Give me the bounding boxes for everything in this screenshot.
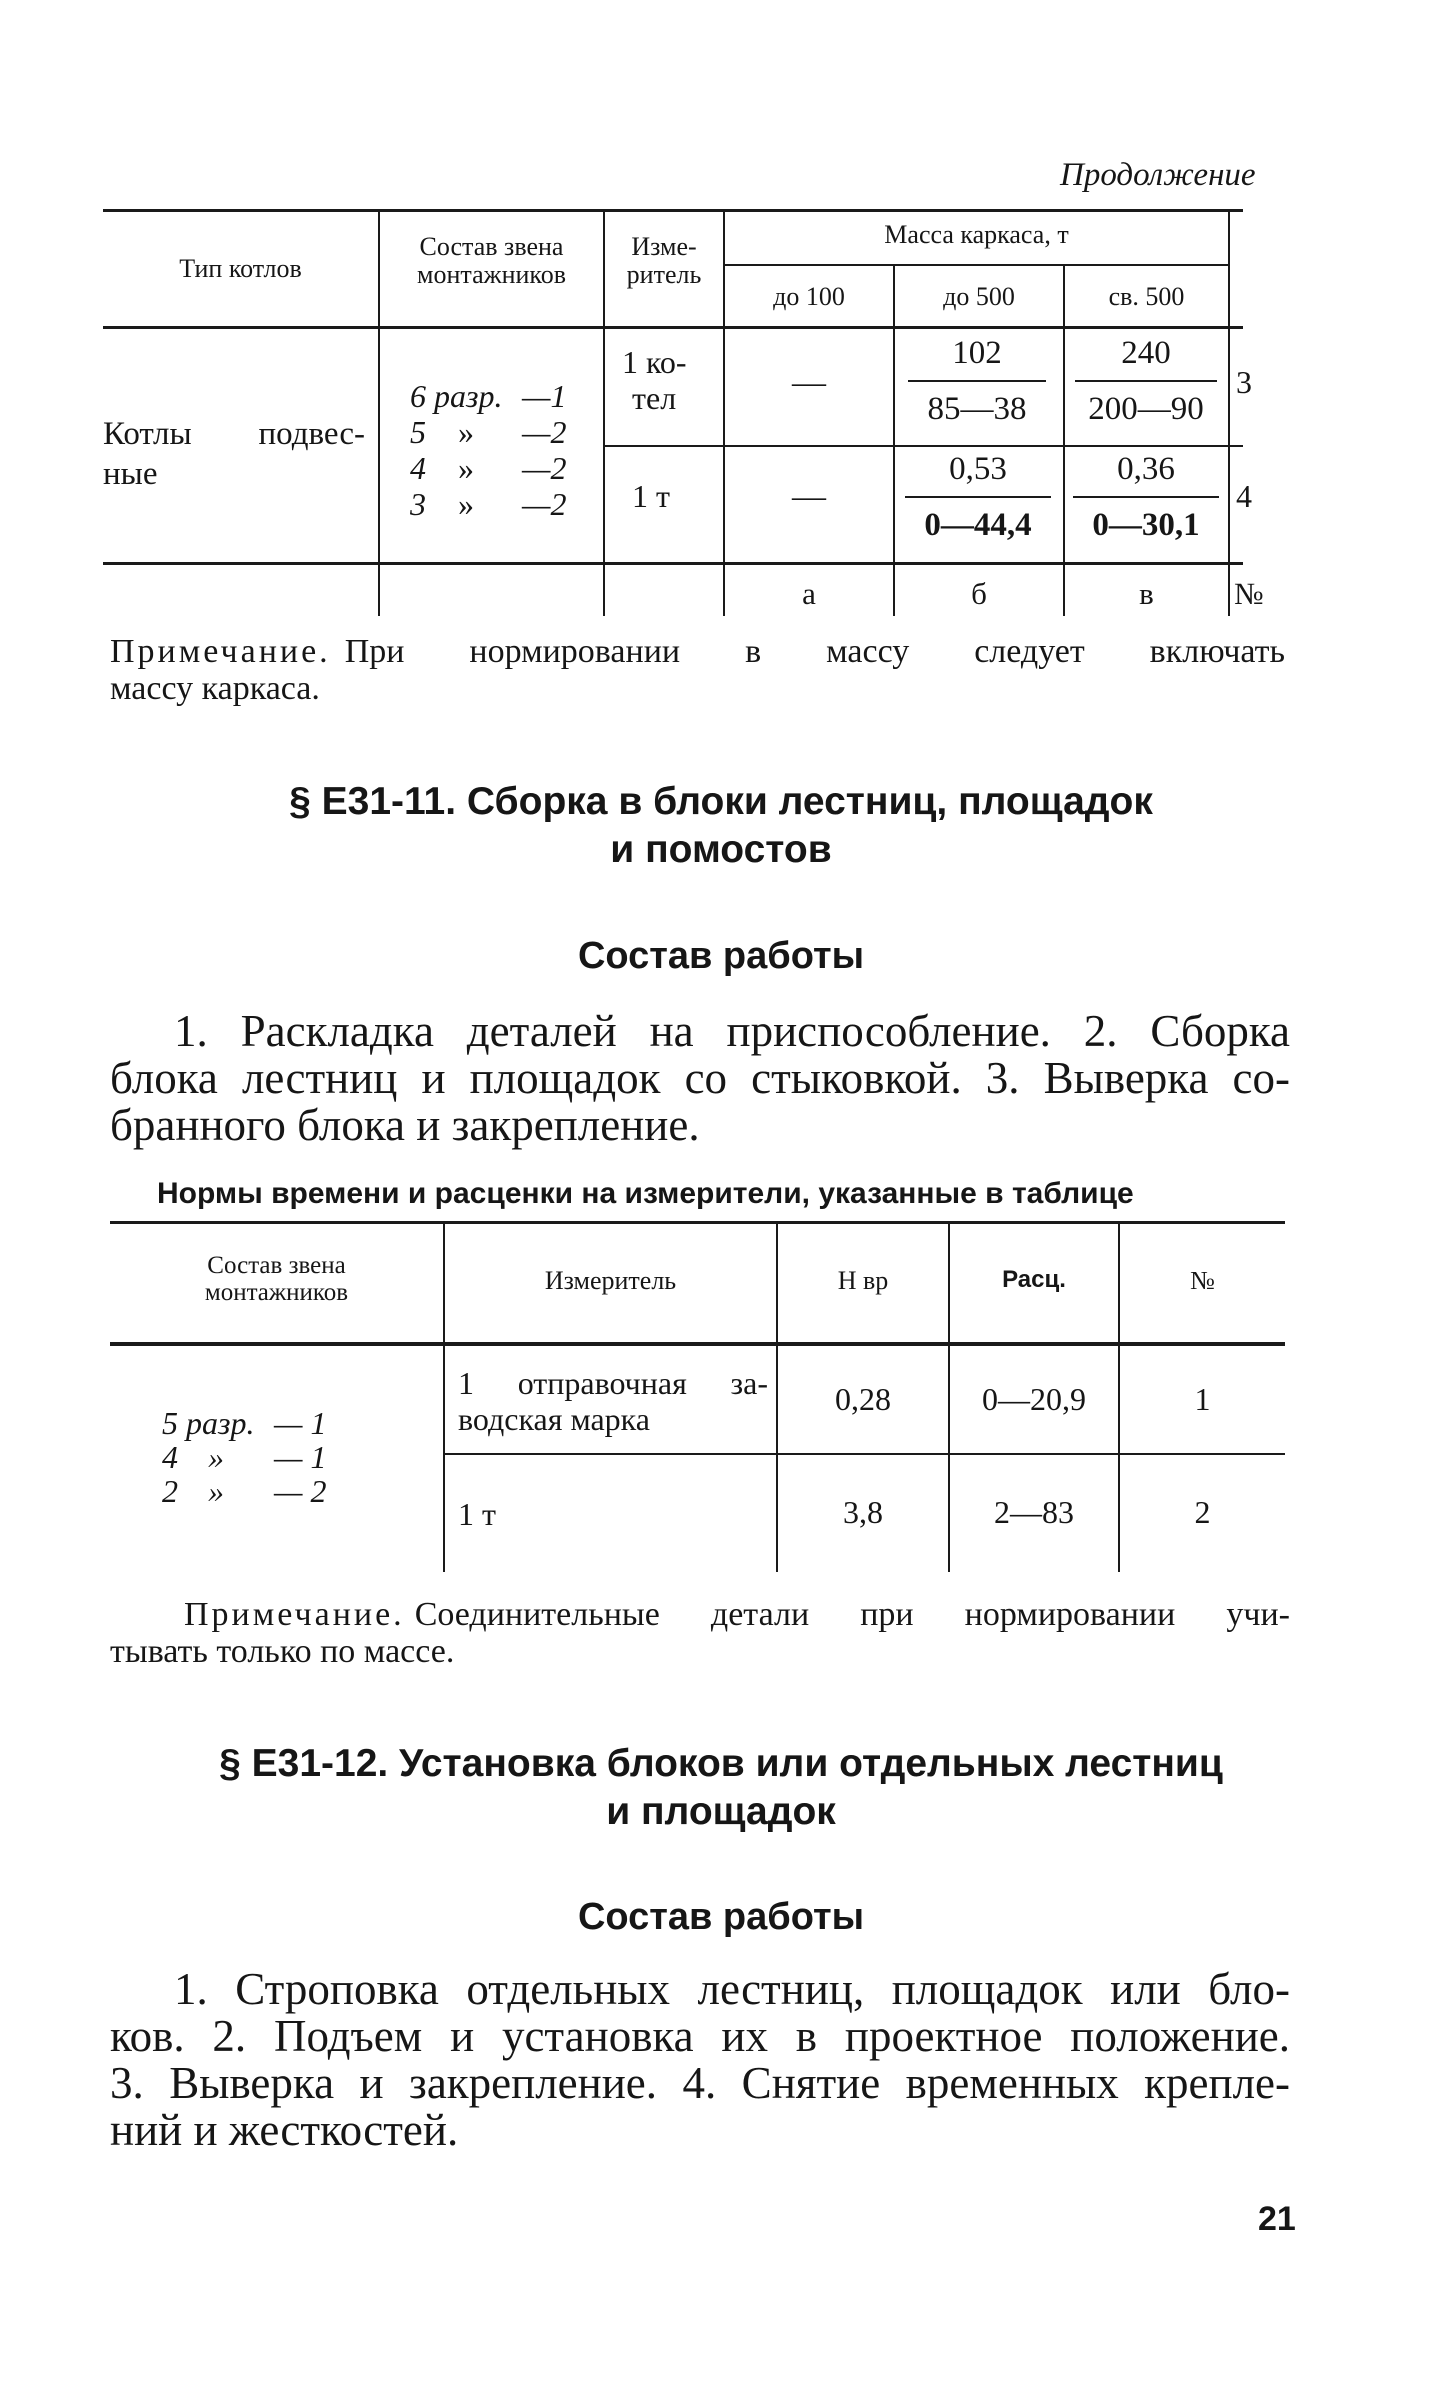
section-e31-12-paragraph: 1. Строповка отдельных лестниц, площадок или бло- ков. 2. Подъем и установка их в проектное положение. 3. Выверка и закрепление. 4. Снятие временных крепле- ний и жесткостей.	[110, 1964, 1290, 2155]
note-1: Примечание. При нормировании в массу следует включать массу каркаса.	[110, 633, 1285, 707]
t2-header-hvr: Н вр	[837, 1266, 889, 1295]
header-mass-upto-500: до 500	[943, 282, 1015, 311]
row2-upto-500-fraction: 0,53 0—44,4	[905, 450, 1051, 544]
t2-header-number: №	[1190, 1266, 1215, 1295]
header-boiler-type: Тип котлов	[179, 254, 302, 283]
t2-header-unit: Измеритель	[544, 1266, 677, 1295]
footer-col-number: №	[1234, 576, 1264, 611]
footer-col-a: а	[802, 576, 816, 611]
footer-col-b: б	[971, 576, 987, 611]
note-2: Примечание. Соединительные детали при нормировании учи- тывать только по массе.	[110, 1596, 1290, 1670]
row1-over-500-fraction: 240 200—90	[1075, 334, 1217, 428]
t2-row1-unit: 1 отправочная за- водская марка	[458, 1365, 768, 1437]
row2-upto-100: —	[792, 478, 826, 515]
t2-crew-composition: 5 разр. — 1 4 » — 1 2 » — 2	[162, 1405, 327, 1509]
header-mass-over-500: св. 500	[1108, 282, 1185, 311]
header-mass-upto-100: до 100	[773, 282, 845, 311]
page-number: 21	[1258, 2200, 1296, 2238]
crew-composition: 6 разр. —1 5 » —2 4 » —2 3 » —2	[410, 378, 567, 522]
header-unit-line2: ритель	[626, 260, 702, 289]
t2-row1-hvr: 0,28	[835, 1381, 891, 1417]
section-e31-11-paragraph: 1. Раскладка деталей на приспособление. 2. Сборка блока лестниц и площадок со стыковкой. 3. Выверка со- бранного блока и закрепление.	[110, 1006, 1290, 1150]
t2-row1-number: 1	[1194, 1381, 1211, 1417]
section-e31-12-subtitle: Состав работы	[577, 1896, 865, 1938]
header-crew-line2: монтажников	[417, 260, 566, 289]
t2-header-rate: Расц.	[1002, 1266, 1066, 1293]
t2-row2-unit: 1 т	[458, 1496, 496, 1532]
t2-row2-hvr: 3,8	[843, 1494, 883, 1530]
continuation-label: Продолжение	[1060, 157, 1256, 193]
row1-upto-500-fraction: 102 85—38	[908, 334, 1046, 428]
header-unit-line1: Изме-	[631, 232, 697, 261]
row-label-suspended-boilers: Котлы подвес- ные	[103, 416, 365, 492]
section-e31-11-subtitle: Состав работы	[577, 935, 865, 977]
table-2-caption: Нормы времени и расценки на измерители, указанные в таблице	[157, 1177, 1134, 1210]
header-frame-mass: Масса каркаса, т	[884, 220, 1069, 249]
footer-col-c: в	[1139, 576, 1154, 611]
row2-number: 4	[1236, 478, 1252, 514]
row1-number: 3	[1236, 364, 1252, 400]
row1-unit: 1 ко- тел	[622, 344, 687, 416]
section-e31-12-title: § Е31-12. Установка блоков или отдельных лестниц и площадок	[219, 1742, 1223, 1833]
section-e31-11-title: § Е31-11. Сборка в блоки лестниц, площадок и помостов	[289, 780, 1153, 871]
header-crew-line1: Состав звена	[419, 232, 564, 261]
row2-over-500-fraction: 0,36 0—30,1	[1073, 450, 1219, 544]
t2-row2-number: 2	[1194, 1494, 1211, 1530]
t2-row1-rate: 0—20,9	[982, 1381, 1086, 1417]
t2-header-crew: Состав звена монтажников	[204, 1252, 349, 1306]
row2-unit: 1 т	[632, 478, 670, 514]
row1-upto-100: —	[792, 364, 826, 401]
t2-row2-rate: 2—83	[994, 1494, 1074, 1530]
